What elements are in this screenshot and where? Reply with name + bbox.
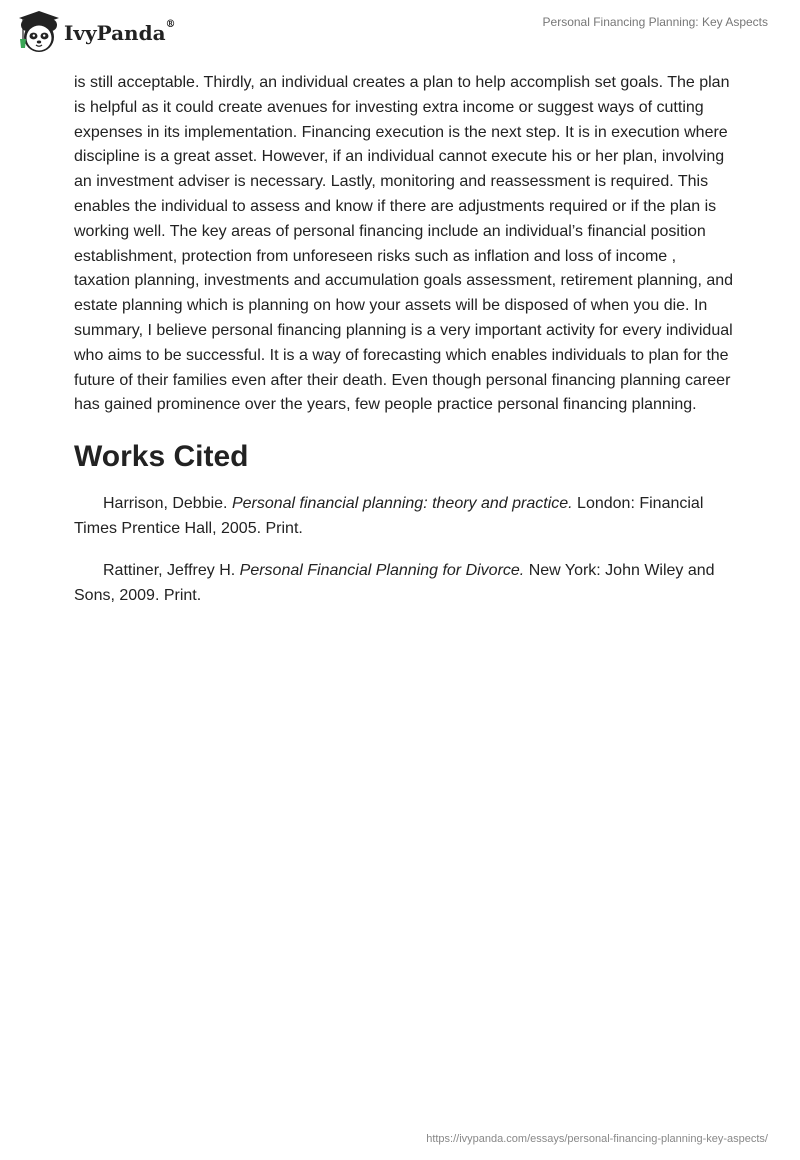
brand-name-text: IvyPanda [64, 21, 166, 45]
citation-entry [74, 559, 734, 609]
source-url-link[interactable]: https://ivypanda.com/essays/personal-financing-planning-key-aspects/ [426, 1133, 768, 1145]
works-cited-heading: Works Cited [74, 440, 249, 474]
citation-title: Personal financial planning: theory and practice. [231, 495, 573, 513]
body-paragraph: is still acceptable. Thirdly, an individual creates a plan to help accomplish set goals. The plan is helpful as it could create avenues for investing extra income or suggest ways of cutting expenses in its implementation. Financing execution is the next step. It is in execution where discipline is a great asset. However, if an individual cannot execute his or her plan, involving an investment adviser is necessary. Lastly, monitoring and reassessment is required. This enables the individual to assess and know if there are adjustments required or if the plan is working well. The key areas of personal financing include an individual’s financial position establishment, protection from unforeseen risks such as inflation and loss of income , taxation planning, investments and accumulation goals assessment, retirement planning, and estate planning which is planning on how your assets will be disposed of when you die. In summary, I believe personal financing planning is a very important activity for every individual who aims to be successful. It is a way of forecasting which enables individuals to plan for the future of their families even after their death. Even though personal financing planning career has gained prominence over the years, few people practice personal financing planning. [74, 74, 734, 414]
citation-entry [74, 492, 734, 542]
brand-name [64, 21, 176, 45]
citation-publication: London: Financial Times Prentice Hall, 2005. Print. [74, 495, 704, 537]
registered-mark: ® [165, 19, 176, 30]
citation-title: Personal Financial Planning for Divorce. [239, 561, 525, 579]
citation-author: Rattiner, Jeffrey H. [103, 561, 240, 579]
running-title: Personal Financing Planning: Key Aspects [542, 15, 768, 29]
citation-publication: New York: John Wiley and Sons, 2009. Print. [74, 561, 715, 604]
citation-author: Harrison, Debbie. [103, 495, 232, 513]
page-header [0, 0, 800, 64]
panda-graduate-icon [14, 8, 64, 56]
essay-content [74, 71, 734, 608]
